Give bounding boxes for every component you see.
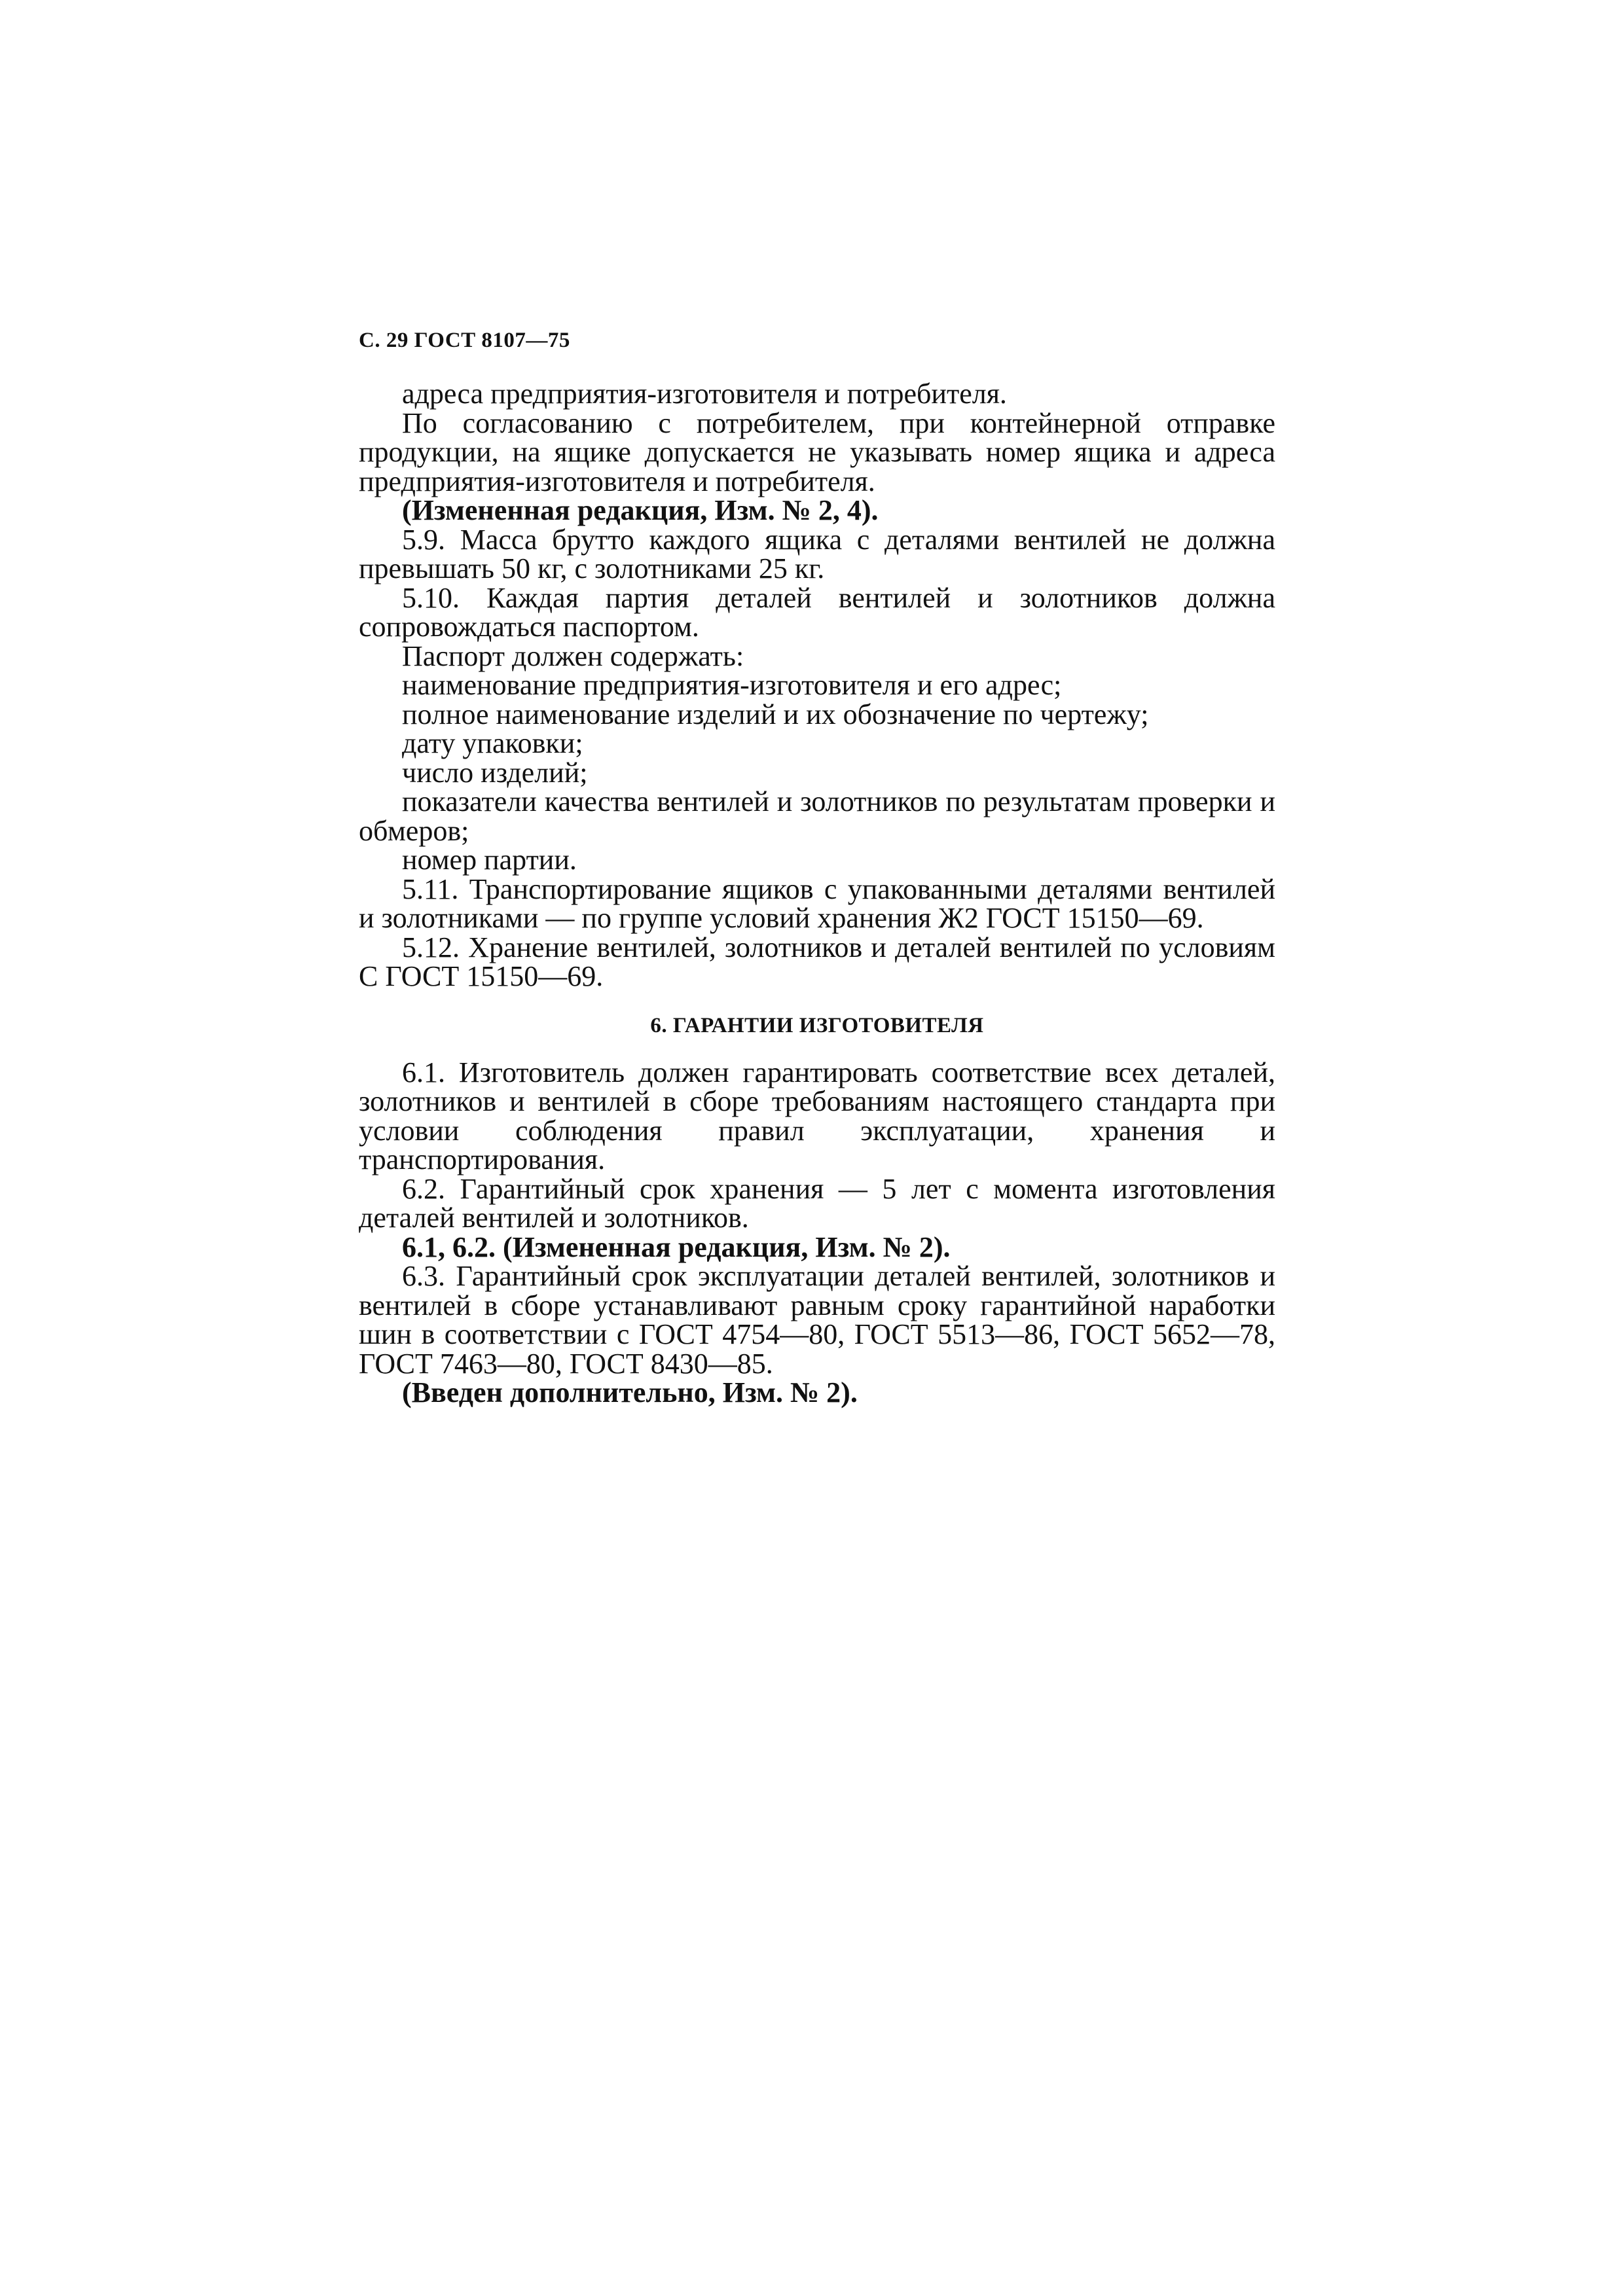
- paragraph: (Измененная редакция, Изм. № 2, 4).: [402, 494, 879, 526]
- paragraph: полное наименование изделий и их обозначение по чертежу;: [402, 698, 1149, 730]
- section-6-text: [359, 1058, 1275, 1408]
- paragraph: число изделий;: [402, 756, 588, 789]
- paragraph: Паспорт должен содержать:: [402, 639, 744, 672]
- section-6-title: 6. ГАРАНТИИ ИЗГОТОВИТЕЛЯ: [650, 1013, 984, 1037]
- paragraph: 6.3. Гарантийный срок эксплуатации деталей вентилей, золотников и вентилей в сборе устанавливают равным сроку гарантийной наработки шин в соответствии с ГОСТ 4754—80, ГОСТ 5513—86, ГОСТ 5652—78, ГОСТ 7463—80, ГОСТ 8430—85.: [359, 1260, 1275, 1380]
- paragraph: дату упаковки;: [402, 727, 583, 759]
- paragraph: номер партии.: [402, 844, 577, 876]
- paragraph: 5.12. Хранение вентилей, золотников и деталей вентилей по условиям С ГОСТ 15150—69.: [359, 931, 1275, 992]
- section-5-text: [359, 380, 1275, 992]
- paragraph: (Введен дополнительно, Изм. № 2).: [402, 1376, 858, 1408]
- paragraph: 6.1. Изготовитель должен гарантировать соответствие всех деталей, золотников и вентилей в сборе требованиям настоящего стандарта при условии соблюдения правил эксплуатации, хранения и транспортирования.: [359, 1056, 1275, 1175]
- paragraph: 5.10. Каждая партия деталей вентилей и золотников должна сопровождаться паспортом.: [359, 581, 1275, 643]
- paragraph: 6.2. Гарантийный срок хранения — 5 лет с момента изготовления деталей вентилей и золотников.: [359, 1172, 1275, 1234]
- paragraph: По согласованию с потребителем, при контейнерной отправке продукции, на ящике допускается не указывать номер ящика и адреса предприятия-изготовителя и потребителя.: [359, 406, 1275, 497]
- paragraph: 5.11. Транспортирование ящиков с упакованными деталями вентилей и золотниками — по группе условий хранения Ж2 ГОСТ 15150—69.: [359, 872, 1275, 934]
- document-body: [359, 380, 1275, 1408]
- paragraph: 5.9. Масса брутто каждого ящика с деталями вентилей не должна превышать 50 кг, с золотниками 25 кг.: [359, 523, 1275, 584]
- paragraph: показатели качества вентилей и золотников по результатам проверки и обмеров;: [359, 785, 1275, 847]
- paragraph: наименование предприятия-изготовителя и его адрес;: [402, 669, 1062, 701]
- paragraph: 6.1, 6.2. (Измененная редакция, Изм. № 2).: [402, 1230, 951, 1263]
- paragraph: адреса предприятия-изготовителя и потребителя.: [402, 378, 1007, 410]
- page-header: С. 29 ГОСТ 8107—75: [359, 329, 570, 352]
